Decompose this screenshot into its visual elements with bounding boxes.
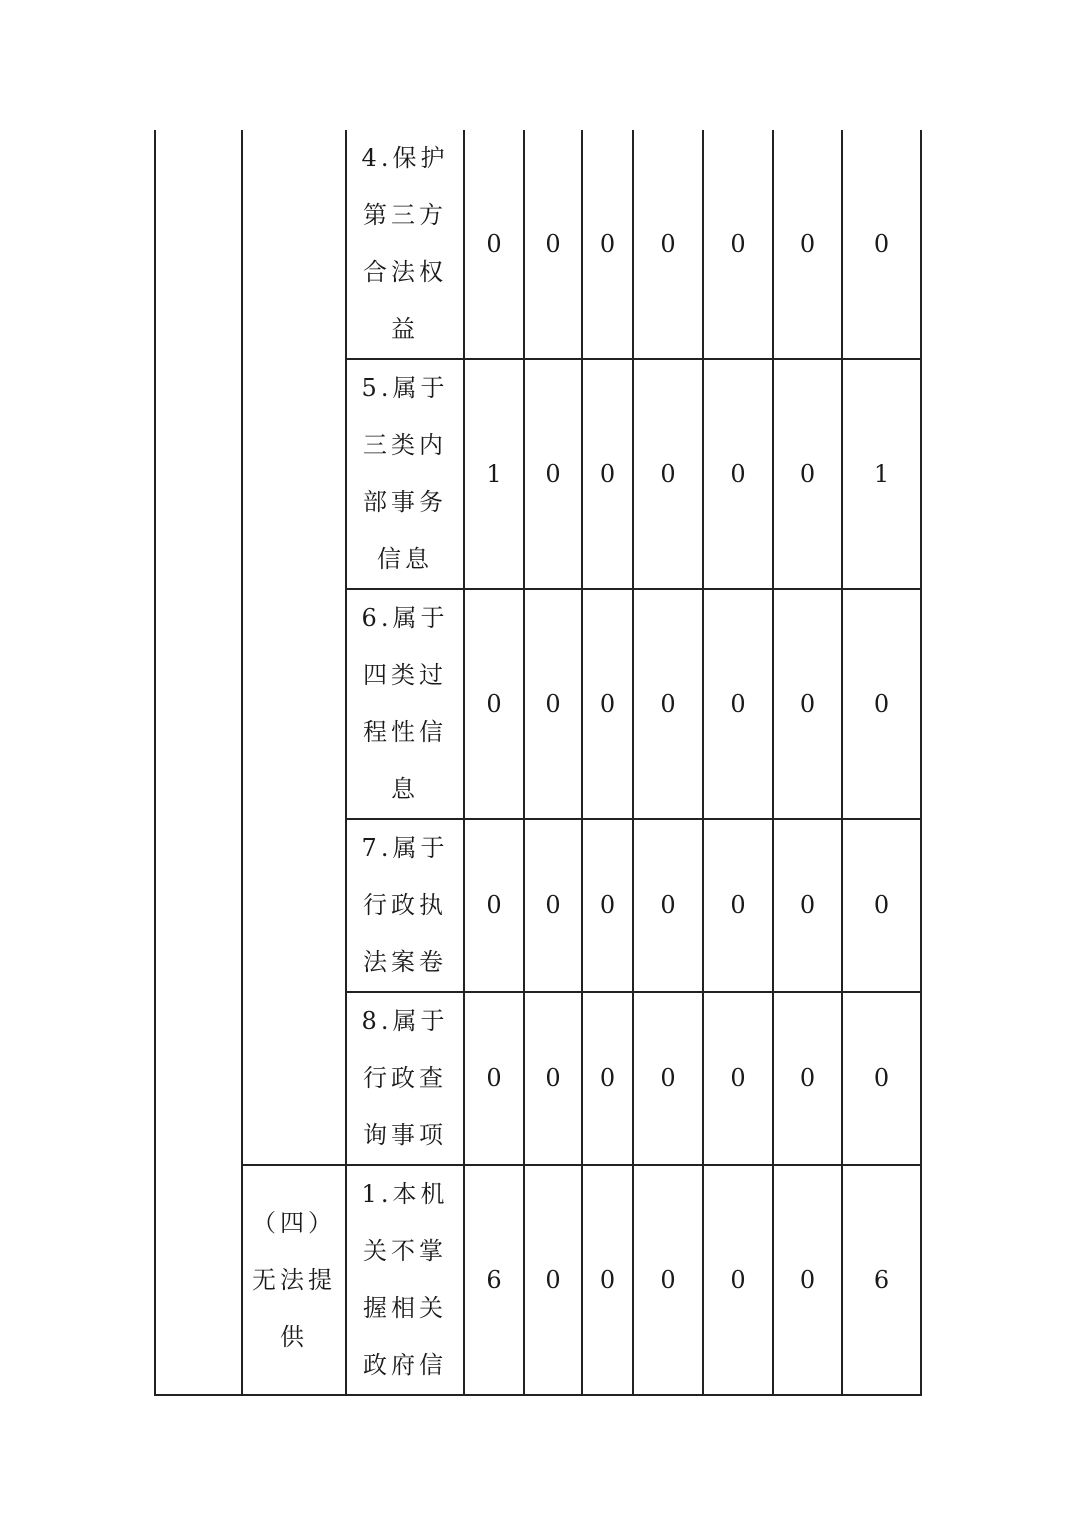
row-label: 6.属于 四类过 程性信 息: [346, 589, 464, 819]
row-label: 1.本机 关不掌 握相关 政府信: [346, 1165, 464, 1395]
value-cell: 0: [524, 819, 582, 992]
value-cell: 0: [773, 359, 842, 589]
value-cell: 0: [773, 819, 842, 992]
value-cell: 0: [633, 1165, 703, 1395]
total-cell: 1: [842, 359, 921, 589]
row-label: 5.属于 三类内 部事务 信息: [346, 359, 464, 589]
value-cell: 0: [703, 130, 773, 359]
outer-category-cell: [155, 130, 242, 1395]
value-cell: 0: [773, 992, 842, 1165]
value-cell: 0: [524, 1165, 582, 1395]
value-cell: 6: [464, 1165, 524, 1395]
value-cell: 0: [464, 589, 524, 819]
value-cell: 0: [773, 130, 842, 359]
value-cell: 0: [703, 819, 773, 992]
value-cell: 0: [703, 992, 773, 1165]
value-cell: 0: [633, 130, 703, 359]
previous-group-cell: [242, 130, 346, 1165]
value-cell: 0: [464, 130, 524, 359]
table-row: [155, 1165, 921, 1395]
value-cell: 0: [633, 359, 703, 589]
value-cell: 0: [633, 992, 703, 1165]
value-cell: 0: [524, 589, 582, 819]
total-cell: 0: [842, 589, 921, 819]
value-cell: 0: [464, 992, 524, 1165]
value-cell: 0: [582, 130, 633, 359]
table-row: [155, 130, 921, 359]
total-cell: 6: [842, 1165, 921, 1395]
value-cell: 0: [464, 819, 524, 992]
statistics-table-fragment: [154, 130, 922, 1396]
row-label: 4.保护 第三方 合法权 益: [346, 130, 464, 359]
value-cell: 0: [633, 819, 703, 992]
value-cell: 0: [582, 819, 633, 992]
value-cell: 0: [582, 992, 633, 1165]
total-cell: 0: [842, 992, 921, 1165]
value-cell: 0: [582, 1165, 633, 1395]
value-cell: 0: [773, 1165, 842, 1395]
value-cell: 1: [464, 359, 524, 589]
value-cell: 0: [582, 359, 633, 589]
group-label: （四） 无法提 供: [242, 1165, 346, 1395]
value-cell: 0: [703, 359, 773, 589]
total-cell: 0: [842, 819, 921, 992]
row-label: 8.属于 行政查 询事项: [346, 992, 464, 1165]
value-cell: 0: [633, 589, 703, 819]
value-cell: 0: [524, 359, 582, 589]
value-cell: 0: [582, 589, 633, 819]
value-cell: 0: [524, 130, 582, 359]
statistics-table: [154, 130, 922, 1396]
total-cell: 0: [842, 130, 921, 359]
value-cell: 0: [703, 1165, 773, 1395]
value-cell: 0: [773, 589, 842, 819]
value-cell: 0: [524, 992, 582, 1165]
row-label: 7.属于 行政执 法案卷: [346, 819, 464, 992]
value-cell: 0: [703, 589, 773, 819]
